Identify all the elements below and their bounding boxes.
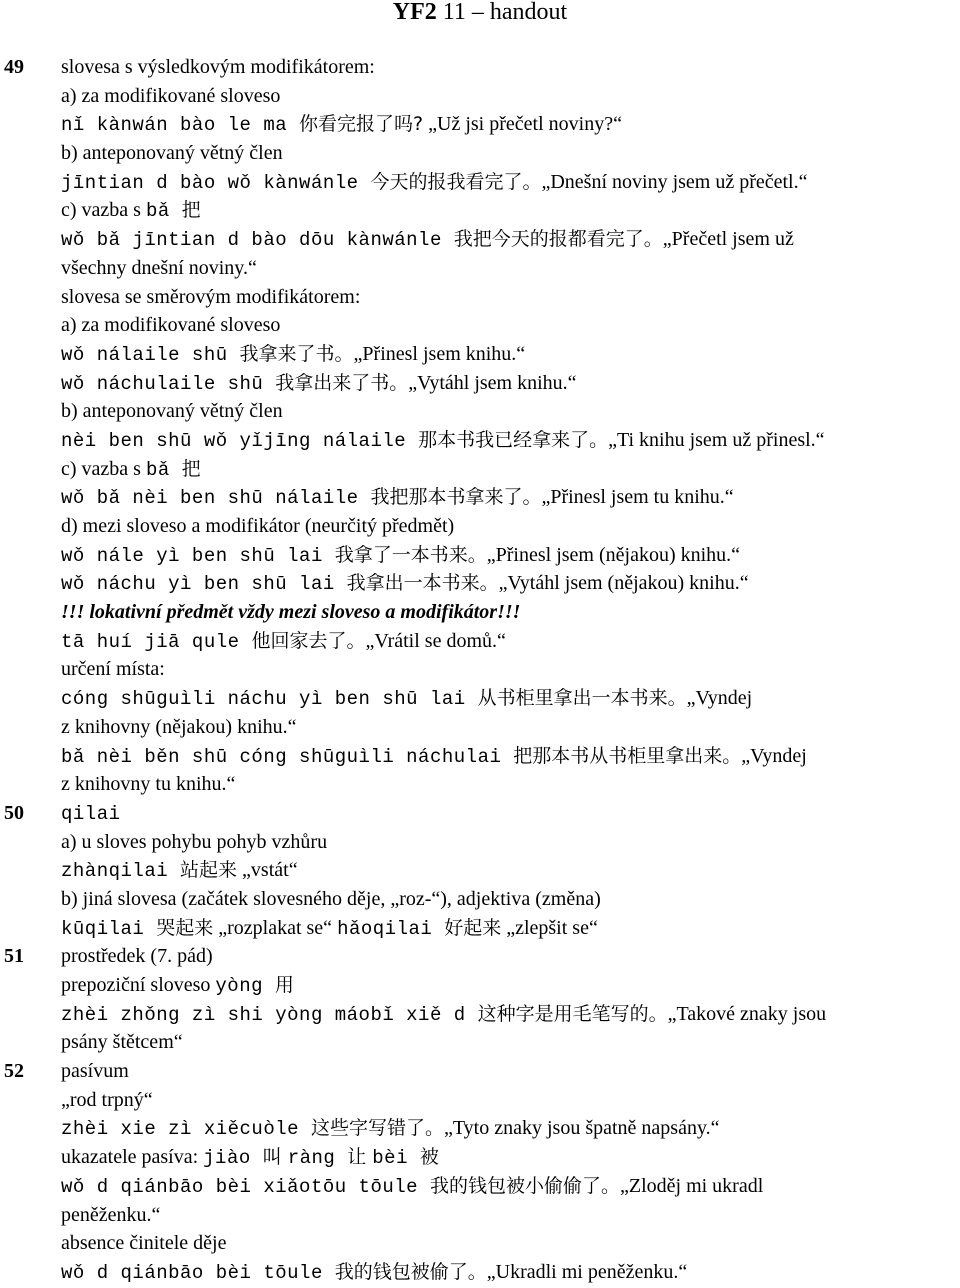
text-line (0, 1229, 960, 1258)
chinese-text: 我的钱包被小偷偷了。 (429, 1174, 620, 1197)
chinese-text: 把 (181, 457, 201, 480)
text-line (0, 1086, 960, 1115)
text-line (0, 684, 960, 713)
chinese-text: 今天的报我看完了。 (370, 170, 542, 193)
czech-text: „Ukradli mi peněženku.“ (486, 1260, 688, 1283)
line-content (61, 971, 294, 1001)
czech-text: slovesa s výsledkovým modifikátorem: (61, 56, 375, 78)
pinyin-text: nèi ben shū wǒ yǐjīng nálaile (61, 429, 419, 452)
chinese-text: 这些字写错了。 (310, 1117, 444, 1140)
pinyin-text: wǒ nálaile shū (61, 343, 240, 366)
czech-text: „Vytáhl jsem (nějakou) knihu.“ (498, 572, 749, 595)
pinyin-text: zhèi zhǒng zì shi yòng máobǐ xiě d (61, 1003, 478, 1026)
text-line (0, 455, 960, 484)
czech-text: „zlepšit se“ (501, 916, 598, 939)
czech-text: pasívum (61, 1060, 129, 1083)
line-content (61, 426, 825, 456)
title-rest: 11 – handout (436, 0, 568, 25)
czech-text: „rozplakat se“ (213, 916, 338, 939)
czech-text: c) vazba s (61, 457, 146, 480)
line-content (61, 311, 280, 340)
line-content (61, 340, 525, 370)
pinyin-text: wǒ d qiánbāo bèi tōule (61, 1261, 335, 1284)
line-content (61, 684, 752, 714)
pinyin-text: wǒ d qiánbāo bèi xiǎotōu tōule (61, 1175, 430, 1198)
czech-text: „Vyndej (686, 687, 753, 710)
czech-text: „Vyndej (741, 744, 807, 767)
line-content (61, 1028, 183, 1057)
line-content (61, 1172, 763, 1202)
section-number: 52 (4, 1060, 24, 1083)
text-line (0, 254, 960, 283)
czech-text: prepoziční sloveso (61, 974, 216, 996)
text-line (0, 1028, 960, 1057)
chinese-text: 我把今天的报都看完了。 (453, 228, 663, 251)
text-line (0, 1258, 960, 1287)
text-line (0, 1201, 960, 1230)
chinese-text: 好起来 (444, 916, 502, 939)
line-content (61, 110, 622, 140)
czech-text: peněženku.“ (61, 1203, 161, 1226)
text-line (0, 1057, 960, 1086)
chinese-text: 你看完报了吗? (299, 113, 424, 136)
line-content (61, 283, 360, 312)
line-content (61, 1086, 153, 1115)
section-number: 51 (4, 945, 24, 968)
text-line (0, 139, 960, 168)
pinyin-text: wǒ náchulaile shū (61, 372, 276, 395)
czech-text: c) vazba s (61, 199, 146, 222)
line-content (61, 1258, 687, 1288)
text-line (0, 541, 960, 570)
czech-text: slovesa se směrovým modifikátorem: (61, 285, 361, 308)
pinyin-text: jiào (203, 1147, 263, 1170)
pinyin-text: hǎoqilai (337, 917, 445, 940)
text-line (0, 196, 960, 225)
text-line (0, 1000, 960, 1029)
text-line (0, 512, 960, 541)
chinese-text: 他回家去了。 (251, 629, 366, 652)
text-line (0, 627, 960, 656)
chinese-text: 把那本书从书柜里拿出来。 (513, 744, 742, 767)
text-line (0, 483, 960, 512)
line-content (61, 455, 201, 485)
czech-text: všechny dnešní noviny.“ (61, 256, 257, 279)
czech-text: b) jiná slovesa (začátek slovesného děje, „roz-“), adjektiva (změna) (61, 887, 601, 910)
line-content (61, 53, 375, 82)
text-line (0, 569, 960, 598)
emphasis-text: !!! lokativní předmět vždy mezi sloveso a modifikátor!!! (61, 601, 521, 624)
chinese-text: 我把那本书拿来了。 (370, 486, 542, 509)
chinese-text: 我拿出来了书。 (275, 371, 409, 394)
chinese-text: 这种字是用毛笔写的。 (477, 1002, 668, 1025)
czech-text: psány štětcem“ (61, 1031, 183, 1054)
pinyin-text: jīntian d bào wǒ kànwánle (61, 171, 371, 194)
text-line (0, 799, 960, 828)
line-content (61, 942, 213, 971)
pinyin-text: zhànqilai (61, 860, 181, 883)
czech-text: z knihovny (nějakou) knihu.“ (61, 715, 297, 738)
chinese-text: 哭起来 (156, 916, 214, 939)
handout-body (0, 53, 960, 1287)
pinyin-text: bǎ (145, 200, 182, 223)
text-line (0, 426, 960, 455)
text-line (0, 598, 960, 627)
text-line (0, 110, 960, 139)
chinese-text: 我拿出一本书来。 (346, 572, 499, 595)
pinyin-text: wǒ náchu yì ben shū lai (61, 573, 347, 596)
text-line (0, 655, 960, 684)
line-content (61, 655, 165, 684)
line-content (61, 569, 749, 599)
text-line (0, 942, 960, 971)
line-content (61, 225, 794, 255)
pinyin-text: cóng shūguìli náchu yì ben shū lai (61, 688, 478, 711)
text-line (0, 770, 960, 799)
text-line (0, 340, 960, 369)
line-content (61, 254, 257, 283)
line-content (61, 139, 283, 168)
line-content (61, 914, 598, 944)
pinyin-text: zhèi xie zì xiěcuòle (61, 1118, 311, 1141)
text-line (0, 742, 960, 771)
czech-text: z knihovny tu knihu.“ (61, 773, 236, 796)
czech-text: d) mezi sloveso a modifikátor (neurčitý předmět) (61, 515, 455, 537)
text-line (0, 885, 960, 914)
chinese-text: 那本书我已经拿来了。 (418, 428, 609, 451)
section-number: 50 (4, 801, 24, 824)
czech-text: ukazatele pasíva: (61, 1146, 204, 1169)
chinese-text: 从书柜里拿出一本书来。 (477, 687, 687, 710)
line-content (61, 856, 298, 886)
line-content (61, 397, 283, 426)
chinese-text: 我的钱包被偷了。 (334, 1260, 487, 1283)
line-content (61, 713, 297, 742)
line-content (61, 196, 201, 226)
czech-text: prostředek (7. pád) (61, 945, 213, 968)
czech-text: a) za modifikované sloveso (61, 84, 281, 107)
pinyin-text: nǐ kànwán bào le ma (61, 114, 300, 137)
text-line (0, 225, 960, 254)
text-line (0, 856, 960, 885)
page-title (0, 0, 960, 28)
text-line (0, 1114, 960, 1143)
chinese-text: 我拿了一本书来。 (334, 543, 487, 566)
chinese-text: 把 (181, 199, 201, 222)
pinyin-text: yòng (215, 975, 275, 997)
czech-text: b) anteponovaný větný člen (61, 142, 283, 165)
text-line (0, 1143, 960, 1172)
czech-text: „Vrátil se domů.“ (365, 629, 506, 652)
czech-text: „Vytáhl jsem knihu.“ (408, 371, 577, 394)
chinese-text: 站起来 (180, 859, 238, 882)
pinyin-text: kūqilai (61, 917, 157, 940)
text-line (0, 397, 960, 426)
text-line (0, 53, 960, 82)
czech-text: „Přinesl jsem (nějakou) knihu.“ (486, 543, 741, 566)
czech-text: „rod trpný“ (61, 1088, 153, 1111)
line-content (61, 483, 734, 513)
line-content (61, 885, 601, 914)
line-content (61, 799, 121, 829)
czech-text: absence činitele děje (61, 1232, 227, 1255)
line-content (61, 541, 740, 571)
line-content (61, 1143, 439, 1173)
chinese-text: 叫 (262, 1146, 288, 1169)
czech-text: „Ti knihu jsem už přinesl.“ (608, 428, 825, 451)
text-line (0, 168, 960, 197)
text-line (0, 971, 960, 1000)
pinyin-text: wǒ bǎ nèi ben shū nálaile (61, 487, 371, 510)
line-content (61, 1000, 826, 1030)
czech-text: „Takové znaky jsou (667, 1002, 827, 1025)
czech-text: „Dnešní noviny jsem už přečetl.“ (541, 170, 808, 193)
line-content (61, 598, 520, 627)
line-content (61, 82, 280, 111)
text-line (0, 713, 960, 742)
line-content (61, 1201, 160, 1230)
text-line (0, 369, 960, 398)
pinyin-text: tā huí jiā qule (61, 630, 252, 653)
section-number: 49 (4, 56, 24, 78)
line-content (61, 1057, 129, 1086)
czech-text: „Zloděj mi ukradl (619, 1174, 764, 1197)
line-content (61, 1114, 720, 1144)
czech-text: b) anteponovaný větný člen (61, 400, 283, 423)
pinyin-text: ràng (287, 1147, 348, 1170)
pinyin-text: bǎ nèi běn shū cóng shūguìli náchulai (61, 745, 514, 768)
line-content (61, 168, 808, 198)
pinyin-text: bèi (372, 1147, 420, 1170)
line-content (61, 369, 577, 399)
pinyin-text: qilai (61, 802, 121, 825)
czech-text: „Už jsi přečetl noviny?“ (423, 113, 622, 136)
czech-text: určení místa: (61, 658, 165, 681)
chinese-text: 用 (274, 974, 294, 996)
czech-text: „Přinesl jsem tu knihu.“ (541, 486, 734, 509)
pinyin-text: bǎ (145, 458, 182, 481)
czech-text: a) za modifikované sloveso (61, 314, 281, 337)
czech-text: „vstát“ (237, 859, 298, 882)
line-content (61, 770, 235, 799)
chinese-text: 我拿来了书。 (239, 342, 354, 365)
line-content (61, 512, 454, 541)
line-content (61, 742, 807, 772)
text-line (0, 828, 960, 857)
pinyin-text: wǒ bǎ jīntian d bào dōu kànwánle (61, 229, 454, 252)
chinese-text: 让 (347, 1146, 373, 1169)
title-bold: YF2 (392, 0, 437, 25)
text-line (0, 82, 960, 111)
text-line (0, 311, 960, 340)
czech-text: „Tyto znaky jsou špatně napsány.“ (443, 1117, 720, 1140)
text-line (0, 914, 960, 943)
text-line (0, 283, 960, 312)
czech-text: a) u sloves pohybu pohyb vzhůru (61, 830, 328, 853)
pinyin-text: wǒ nále yì ben shū lai (61, 544, 335, 567)
czech-text: „Přečetl jsem už (662, 228, 794, 251)
line-content (61, 627, 506, 657)
text-line (0, 1172, 960, 1201)
chinese-text: 被 (419, 1146, 439, 1169)
line-content (61, 828, 327, 857)
line-content (61, 1229, 226, 1258)
czech-text: „Přinesl jsem knihu.“ (353, 342, 526, 365)
